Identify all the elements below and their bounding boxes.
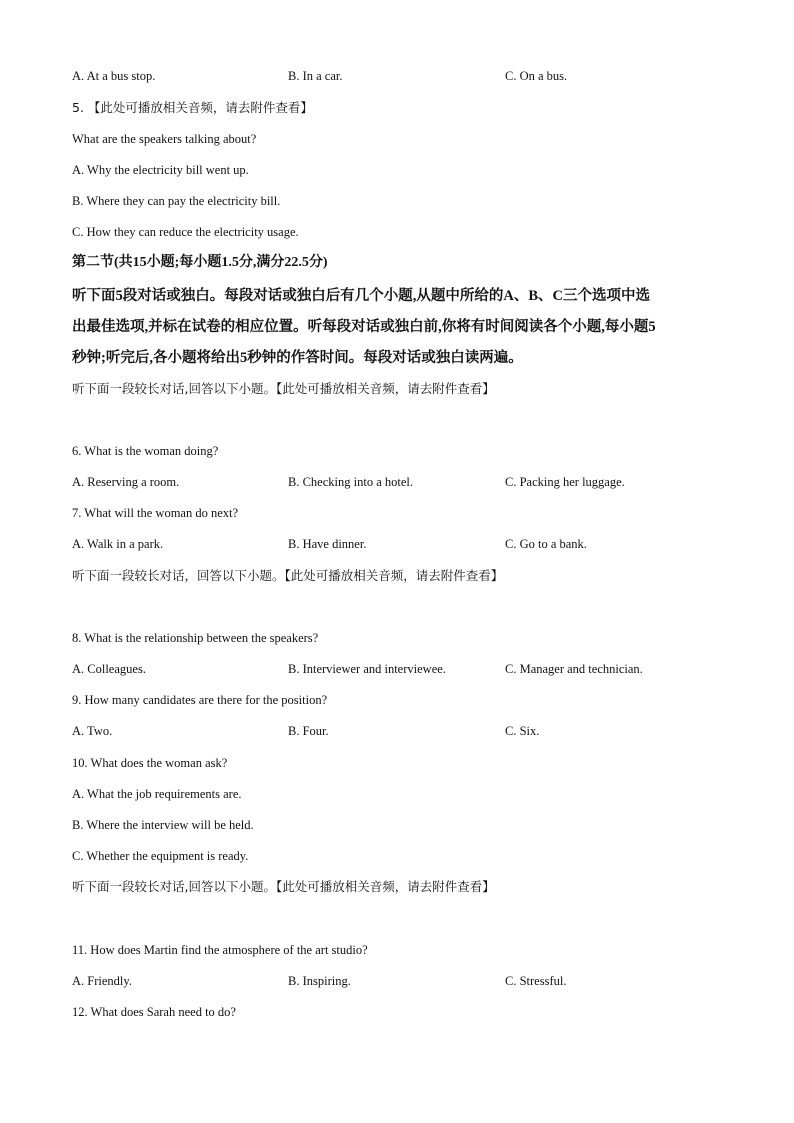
q6-question: 6. What is the woman doing? <box>72 444 219 458</box>
group1-intro: 听下面一段较长对话,回答以下小题。【此处可播放相关音频，请去附件查看】 <box>72 381 495 396</box>
q11-option-b: B. Inspiring. <box>288 974 351 988</box>
q8-option-a: A. Colleagues. <box>72 662 146 676</box>
q9-option-c: C. Six. <box>505 724 540 738</box>
q4-option-c: C. On a bus. <box>505 69 568 83</box>
q8-question: 8. What is the relationship between the speakers? <box>72 631 319 645</box>
q5-stem: 5. 【此处可播放相关音频，请去附件查看】 <box>72 100 313 115</box>
q6-option-b: B. Checking into a hotel. <box>288 475 413 489</box>
section2-instructions-line2: 出最佳选项,并标在试卷的相应位置。听每段对话或独白前,你将有时间阅读各个小题,每小题5 <box>72 319 656 335</box>
q7-option-c: C. Go to a bank. <box>505 537 587 551</box>
group2-intro: 听下面一段较长对话，回答以下小题。【此处可播放相关音频，请去附件查看】 <box>72 568 504 583</box>
q8-option-b: B. Interviewer and interviewee. <box>288 662 446 676</box>
group3-intro: 听下面一段较长对话,回答以下小题。【此处可播放相关音频，请去附件查看】 <box>72 879 495 894</box>
q5-option-b: B. Where they can pay the electricity bill. <box>72 194 281 208</box>
q6-option-c: C. Packing her luggage. <box>505 475 625 489</box>
section2-instructions-line1: 听下面5段对话或独白。每段对话或独白后有几个小题,从题中所给的A、B、C三个选项中选 <box>72 288 650 304</box>
q12-question: 12. What does Sarah need to do? <box>72 1005 236 1019</box>
q7-option-a: A. Walk in a park. <box>72 537 164 551</box>
q5-option-a: A. Why the electricity bill went up. <box>72 163 249 177</box>
section2-instructions-line3: 秒钟;听完后,各小题将给出5秒钟的作答时间。每段对话或独白读两遍。 <box>72 350 523 366</box>
q11-option-a: A. Friendly. <box>72 974 132 988</box>
q4-option-a: A. At a bus stop. <box>72 69 156 83</box>
q8-option-c: C. Manager and technician. <box>505 662 643 676</box>
q6-option-a: A. Reserving a room. <box>72 475 180 489</box>
q9-option-b: B. Four. <box>288 724 329 738</box>
q11-question: 11. How does Martin find the atmosphere of the art studio? <box>72 943 368 957</box>
q10-option-a: A. What the job requirements are. <box>72 787 242 801</box>
q10-option-b: B. Where the interview will be held. <box>72 818 254 832</box>
q11-option-c: C. Stressful. <box>505 974 567 988</box>
q4-option-b: B. In a car. <box>288 69 343 83</box>
q9-option-a: A. Two. <box>72 724 113 738</box>
q5-question: What are the speakers talking about? <box>72 132 257 146</box>
q5-option-c: C. How they can reduce the electricity usage. <box>72 225 299 239</box>
q7-question: 7. What will the woman do next? <box>72 506 239 520</box>
q9-question: 9. How many candidates are there for the position? <box>72 693 328 707</box>
q10-question: 10. What does the woman ask? <box>72 756 228 770</box>
section2-title: 第二节(共15小题;每小题1.5分,满分22.5分) <box>72 255 328 270</box>
q7-option-b: B. Have dinner. <box>288 537 367 551</box>
q10-option-c: C. Whether the equipment is ready. <box>72 849 249 863</box>
